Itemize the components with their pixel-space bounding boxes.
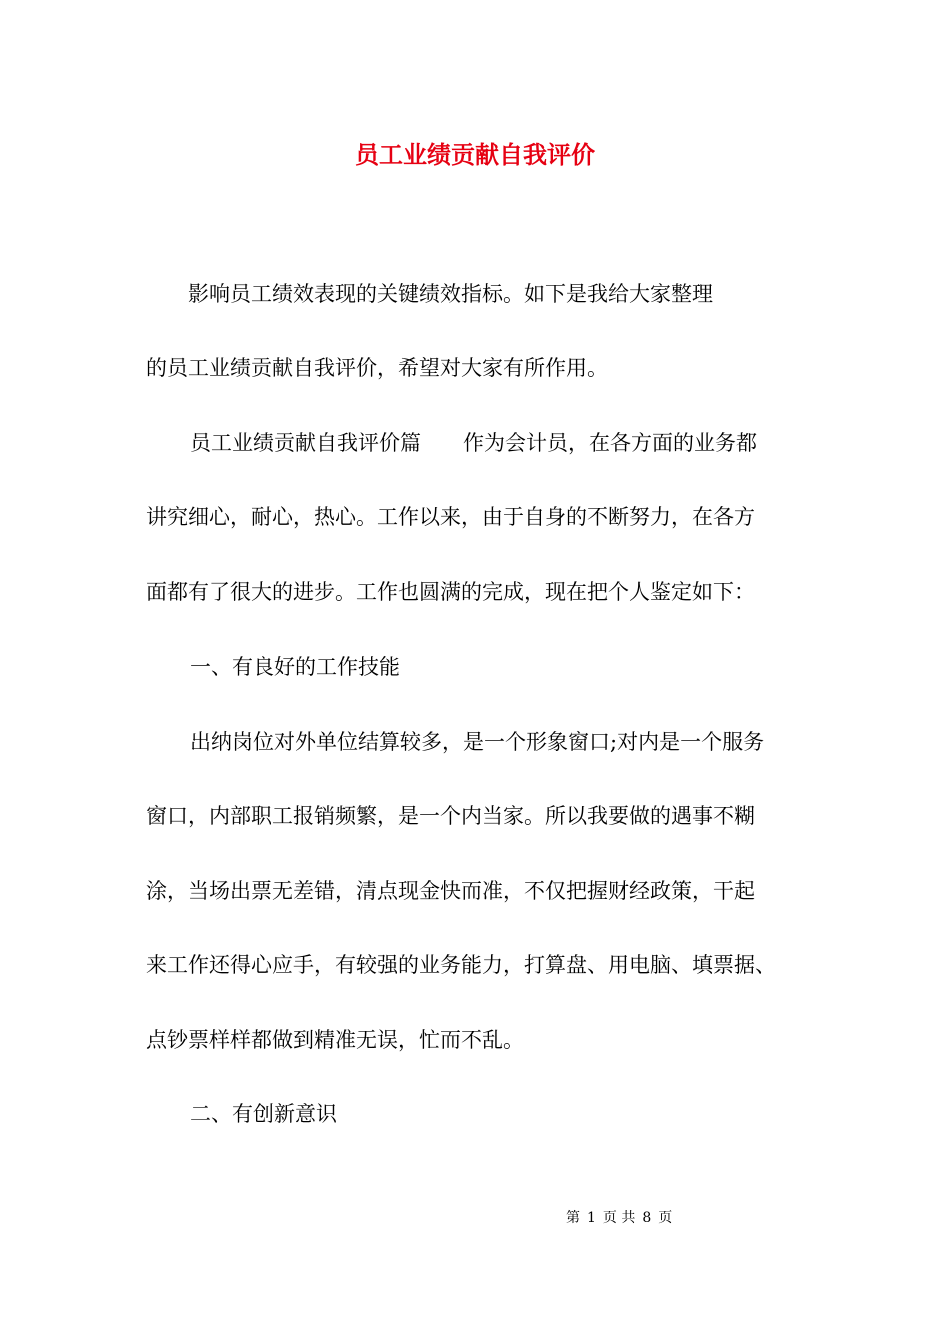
paragraph-line: 来工作还得心应手，有较强的业务能力，打算盘、用电脑、填票据、 bbox=[146, 953, 776, 977]
footer-page-number: 1 bbox=[587, 1210, 596, 1226]
paragraph-line: 面都有了很大的进步。工作也圆满的完成，现在把个人鉴定如下： bbox=[146, 580, 755, 604]
paragraph-line: 影响员工绩效表现的关键绩效指标。如下是我给大家整理 bbox=[146, 282, 713, 306]
section-heading: 二、有创新意识 bbox=[190, 1102, 337, 1126]
document-title: 员工业绩贡献自我评价 bbox=[355, 140, 595, 169]
section-heading: 一、有良好的工作技能 bbox=[190, 655, 400, 679]
paragraph-line: 讲究细心，耐心，热心。工作以来，由于自身的不断努力，在各方 bbox=[146, 505, 755, 529]
paragraph-line: 窗口，内部职工报销频繁，是一个内当家。所以我要做的遇事不糊 bbox=[146, 804, 755, 828]
footer-prefix: 第 bbox=[566, 1210, 580, 1226]
paragraph-line: 出纳岗位对外单位结算较多，是一个形象窗口;对内是一个服务 bbox=[190, 730, 765, 754]
paragraph-line: 点钞票样样都做到精准无误，忙而不乱。 bbox=[146, 1028, 524, 1052]
paragraph-line: 涂，当场出票无差错，清点现金快而准，不仅把握财经政策，干起 bbox=[146, 879, 755, 903]
page-footer bbox=[566, 1208, 679, 1228]
footer-suffix: 页 bbox=[658, 1210, 673, 1226]
paragraph-line: 的员工业绩贡献自我评价，希望对大家有所作用。 bbox=[146, 356, 608, 380]
footer-total-pages: 8 bbox=[642, 1210, 652, 1226]
footer-middle: 页 共 bbox=[602, 1210, 636, 1226]
paragraph-line: 员工业绩贡献自我评价篇 作为会计员，在各方面的业务都 bbox=[190, 431, 757, 455]
